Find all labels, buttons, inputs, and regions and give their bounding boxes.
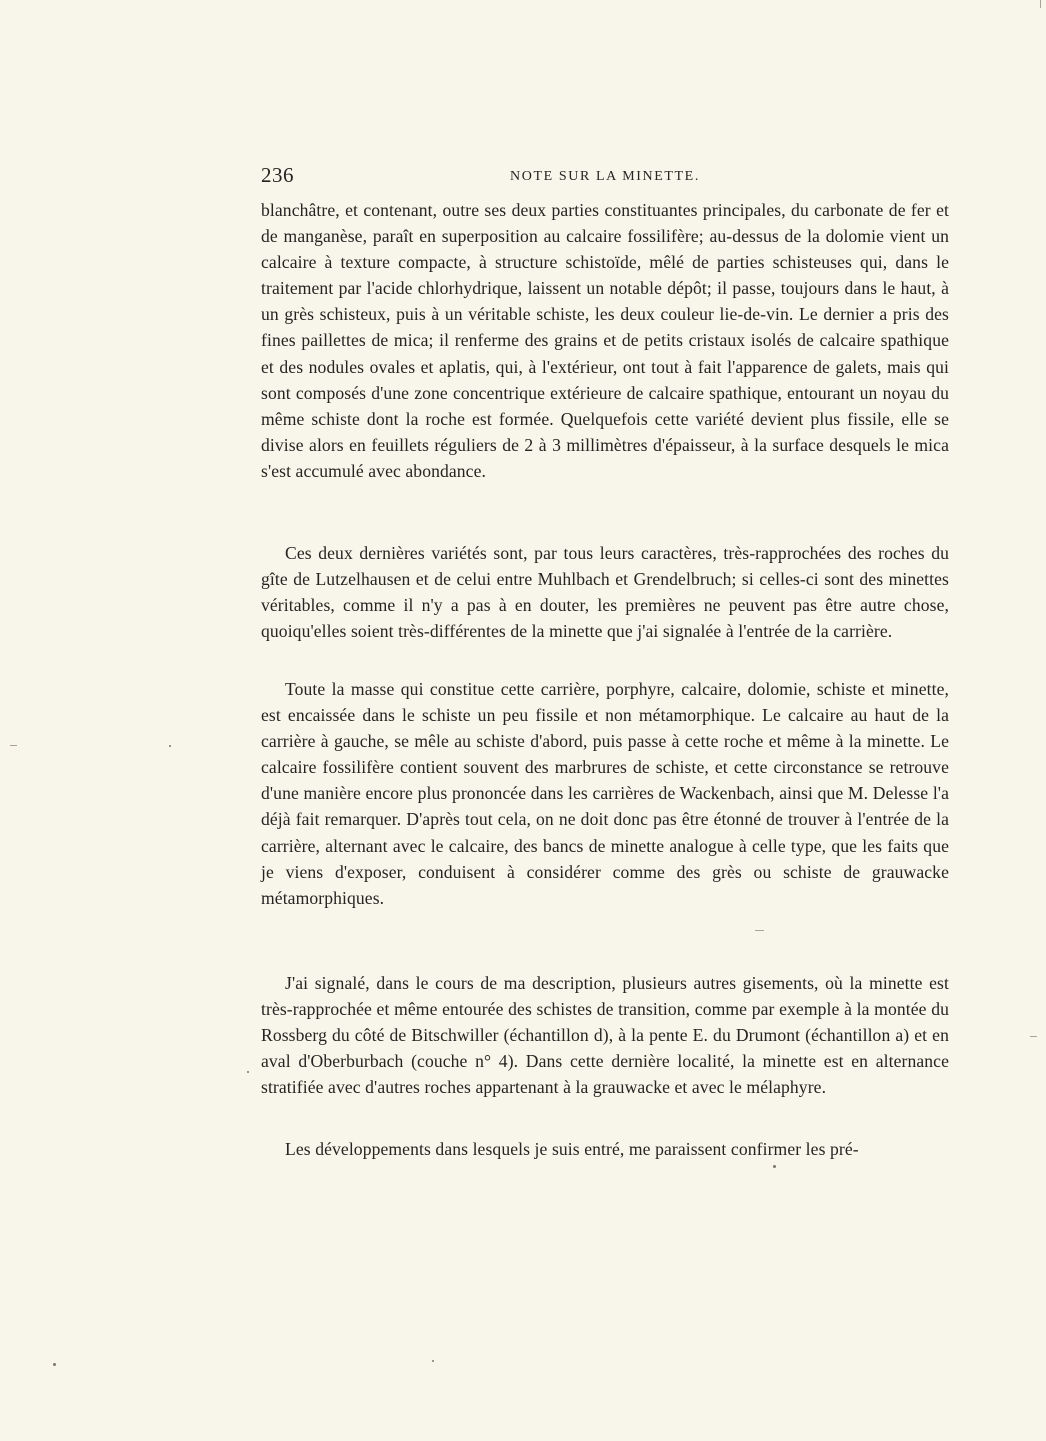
- scan-edge-mark: [1030, 1036, 1037, 1037]
- scan-speck: [53, 1363, 56, 1366]
- paragraph-text: Toute la masse qui constitue cette carrière, porphyre, calcaire, dolomie, schiste et minette, est encaissée dans le schiste un peu fissile et non métamorphique. Le calcaire au haut de la carrière à gauche, se mêle au schiste d'abord, puis passe à cette roche et même à la minette. Le calcaire fossilifère contient souvent des marbrures de schiste, et cette circonstance se retrouve d'une manière encore plus prononcée dans les carrières de Wackenbach, ainsi que M. Delesse l'a déjà fait remarquer. D'après tout cela, on ne doit donc pas être étonné de trouver à l'entrée de la carrière, alternant avec le calcaire, des bancs de minette analogue à celle type, que les faits que je viens d'exposer, conduisent à considérer comme des grès ou schiste de grauwacke métamorphiques.: [261, 679, 949, 908]
- scan-speck: [169, 745, 171, 747]
- paragraph: [261, 970, 949, 1100]
- paragraph-text: J'ai signalé, dans le cours de ma description, plusieurs autres gisements, où la minette est très-rapprochée et même entourée des schistes de transition, comme par exemple à la montée du Rossberg du côté de Bitschwiller (échantillon d), à la pente E. du Drumont (échantillon a) et en aval d'Oberburbach (couche n° 4). Dans cette dernière localité, la minette est en alternance stratifiée avec d'autres roches appartenant à la grauwacke et avec le mélaphyre.: [261, 973, 949, 1098]
- running-title: NOTE SUR LA MINETTE.: [510, 169, 700, 184]
- scan-edge-mark: [10, 745, 17, 746]
- page-number: 236: [261, 163, 294, 187]
- paragraph: [261, 676, 949, 911]
- paragraph-text: Ces deux dernières variétés sont, par tous leurs caractères, très-rapprochées des roches du gîte de Lutzelhausen et de celui entre Muhlbach et Grendelbruch; si celles-ci sont des minettes véritables, comme il n'y a pas à en douter, les premières ne peuvent pas être autre chose, quoiqu'elles soient très-différentes de la minette que j'ai signalée à l'entrée de la carrière.: [261, 543, 949, 642]
- scan-edge-mark: [755, 930, 764, 931]
- scan-edge-mark: [1040, 0, 1041, 8]
- scan-speck: [247, 1071, 249, 1073]
- paragraph-text: blanchâtre, et contenant, outre ses deux parties constituantes principales, du carbonate de fer et de manganèse, paraît en superposition au calcaire fossilifère; au-dessus de la dolomie vient un calcaire à texture compacte, à structure schistoïde, mêlé de parties schisteuses qui, dans le traitement par l'acide chlorhydrique, laissent un notable dépôt; il passe, toujours dans le haut, à un grès schisteux, puis à un véritable schiste, les deux couleur lie-de-vin. Le dernier a pris des fines paillettes de mica; il renferme des grains et de petits cristaux isolés de calcaire spathique et des nodules ovales et aplatis, qui, à l'extérieur, ont tout à fait l'apparence de galets, mais qui sont composés d'une zone concentrique extérieure de calcaire spathique, entourant un noyau du même schiste dont la roche est formée. Quelquefois cette variété devient plus fissile, elle se divise alors en feuillets réguliers de 2 à 3 millimètres d'épaisseur, à la surface desquels le mica s'est accumulé avec abondance.: [261, 200, 949, 481]
- scan-speck: [432, 1360, 434, 1362]
- scan-speck: [773, 1165, 776, 1168]
- paragraph-continued: [261, 197, 949, 484]
- paragraph-text: Les développements dans lesquels je suis entré, me paraissent confirmer les pré-: [285, 1139, 859, 1159]
- paragraph: [261, 1136, 949, 1162]
- paragraph: [261, 540, 949, 644]
- page-header: [261, 163, 949, 191]
